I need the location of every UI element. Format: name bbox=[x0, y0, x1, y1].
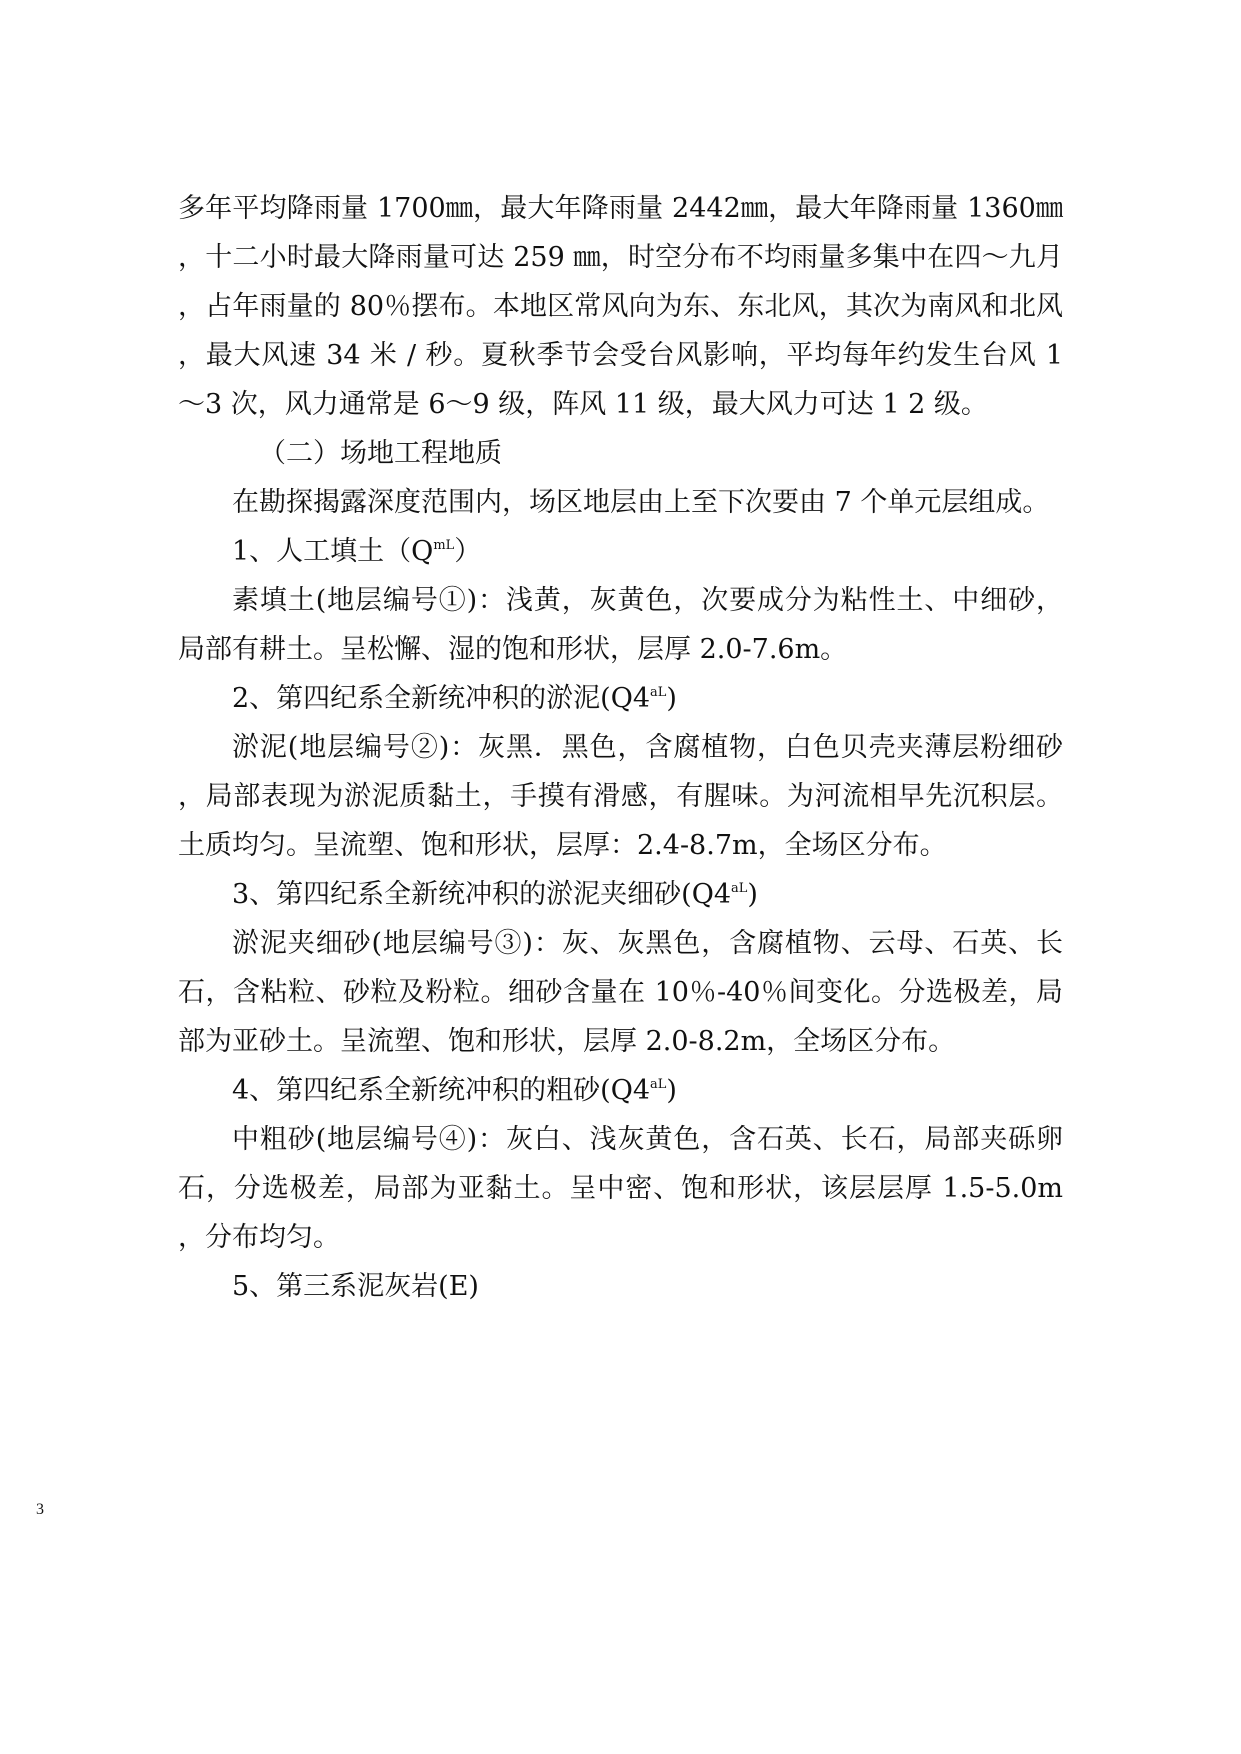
superscript: mL bbox=[433, 537, 455, 553]
heading-close: ) bbox=[747, 879, 758, 910]
paragraph-silt-fine-sand: 淤泥夹细砂(地层编号③)：灰、灰黑色，含腐植物、云母、石英、长石，含粘粒、砂粒及粉粒。细砂含量在 10％-40％间变化。分选极差，局部为亚砂土。呈流塑、饱和形状，层厚 2.0-8.2m，全场区分布。 bbox=[178, 928, 1063, 1057]
heading-close: ) bbox=[666, 1075, 677, 1106]
paragraph-climate: 多年平均降雨量 1700㎜，最大年降雨量 2442㎜，最大年降雨量 1360㎜，十二小时最大降雨量可达 259 ㎜，时空分布不均雨量多集中在四～九月，占年雨量的 80％摆布。本地区常风向为东、东北风，其次为南风和北风，最大风速 34 米 / 秒。夏秋季节会受台风影响，平均每年约发生台风 1～3 次，风力通常是 6～9 级，阵风 11 级，最大风力可达 1 2 级。 bbox=[178, 193, 1063, 420]
superscript: aL bbox=[650, 1076, 667, 1092]
heading-close: ) bbox=[666, 683, 677, 714]
heading-text: 1、人工填土（Q bbox=[232, 536, 434, 567]
superscript: aL bbox=[650, 684, 667, 700]
superscript: aL bbox=[731, 880, 748, 896]
heading-marl: 5、第三系泥灰岩(E) bbox=[232, 1271, 479, 1302]
heading-text: 4、第四纪系全新统冲积的粗砂(Q4 bbox=[232, 1075, 651, 1106]
heading-close: ） bbox=[454, 536, 482, 567]
heading-silt-fine-sand bbox=[178, 870, 1063, 919]
heading-artificial-fill bbox=[178, 527, 1063, 576]
page-number: 3 bbox=[36, 1501, 44, 1518]
heading-coarse-sand bbox=[178, 1066, 1063, 1115]
document-body bbox=[178, 184, 1063, 1311]
heading-text: 2、第四纪系全新统冲积的淤泥(Q4 bbox=[232, 683, 651, 714]
paragraph-silt: 淤泥(地层编号②)：灰黑．黑色，含腐植物，白色贝壳夹薄层粉细砂，局部表现为淤泥质黏土，手摸有滑感，有腥味。为河流相早先沉积层。土质均匀。呈流塑、饱和形状，层厚：2.4-8.7m，全场区分布。 bbox=[178, 732, 1063, 861]
heading-silt bbox=[178, 674, 1063, 723]
paragraph-plain-fill: 素填土(地层编号①)：浅黄，灰黄色，次要成分为粘性土、中细砂，局部有耕土。呈松懈、湿的饱和形状，层厚 2.0-7.6m。 bbox=[178, 585, 1063, 665]
section-heading-site-geology: （二）场地工程地质 bbox=[259, 438, 502, 469]
paragraph-medium-coarse-sand: 中粗砂(地层编号④)：灰白、浅灰黄色，含石英、长石，局部夹砾卵石，分选极差，局部为亚黏土。呈中密、饱和形状，该层层厚 1.5-5.0m，分布均匀。 bbox=[178, 1124, 1063, 1253]
heading-text: 3、第四纪系全新统冲积的淤泥夹细砂(Q4 bbox=[232, 879, 732, 910]
paragraph-strata-overview: 在勘探揭露深度范围内，场区地层由上至下次要由 7 个单元层组成。 bbox=[232, 487, 1050, 518]
